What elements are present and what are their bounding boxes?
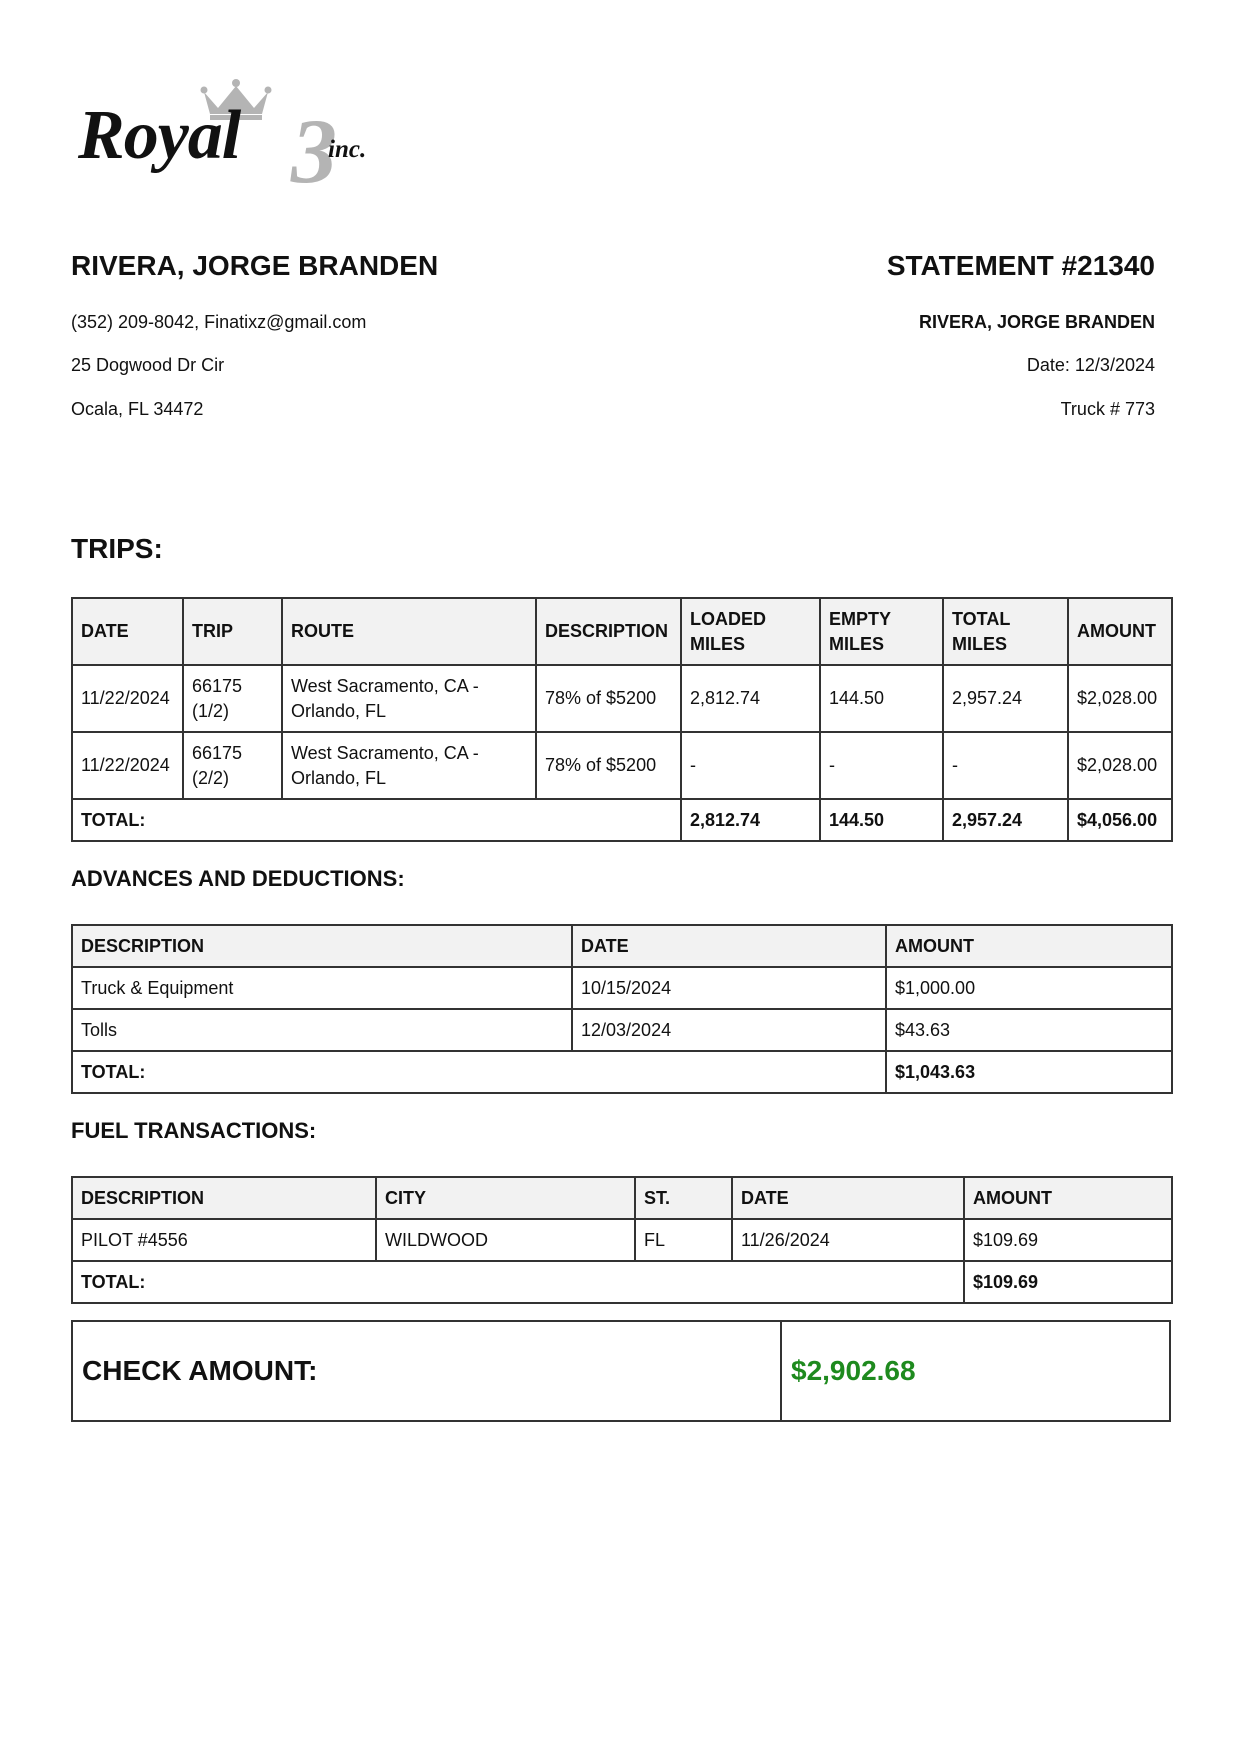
fuel-table bbox=[71, 1176, 1173, 1304]
cell-description: 78% of $5200 bbox=[536, 665, 681, 732]
cell-date: 11/22/2024 bbox=[72, 665, 183, 732]
table-row bbox=[72, 1009, 1172, 1051]
driver-address-line1: 25 Dogwood Dr Cir bbox=[71, 355, 225, 375]
col-date: DATE bbox=[572, 925, 886, 967]
table-row bbox=[72, 732, 1172, 799]
total-label: TOTAL: bbox=[72, 799, 681, 841]
table-row bbox=[72, 967, 1172, 1009]
cell-date: 11/22/2024 bbox=[72, 732, 183, 799]
cell-route: West Sacramento, CA - Orlando, FL bbox=[282, 732, 536, 799]
cell-trip: 66175 (2/2) bbox=[183, 732, 282, 799]
total-amount: $1,043.63 bbox=[886, 1051, 1172, 1093]
cell-empty-miles: - bbox=[820, 732, 943, 799]
advances-title: ADVANCES AND DEDUCTIONS: bbox=[71, 866, 405, 891]
logo-numeral: 3 bbox=[291, 100, 337, 202]
cell-date: 12/03/2024 bbox=[572, 1009, 886, 1051]
cell-empty-miles: 144.50 bbox=[820, 665, 943, 732]
col-state: ST. bbox=[635, 1177, 732, 1219]
col-description: DESCRIPTION bbox=[72, 1177, 376, 1219]
table-row bbox=[72, 665, 1172, 732]
col-amount: AMOUNT bbox=[1068, 598, 1172, 665]
cell-total-miles: 2,957.24 bbox=[943, 665, 1068, 732]
cell-route: West Sacramento, CA - Orlando, FL bbox=[282, 665, 536, 732]
cell-amount: $1,000.00 bbox=[886, 967, 1172, 1009]
statement-title: STATEMENT #21340 bbox=[886, 250, 1155, 281]
col-description: DESCRIPTION bbox=[536, 598, 681, 665]
statement-date: Date: 12/3/2024 bbox=[1026, 355, 1155, 375]
trips-title: TRIPS: bbox=[71, 533, 163, 564]
check-amount-value: $2,902.68 bbox=[791, 1355, 916, 1386]
cell-date: 11/26/2024 bbox=[732, 1219, 964, 1261]
driver-contact: (352) 209-8042, Finatixz@gmail.com bbox=[71, 312, 367, 332]
driver-address-line2: Ocala, FL 34472 bbox=[71, 399, 204, 419]
cell-state: FL bbox=[635, 1219, 732, 1261]
statement-name: RIVERA, JORGE BRANDEN bbox=[918, 312, 1155, 332]
cell-city: WILDWOOD bbox=[376, 1219, 635, 1261]
cell-description: Truck & Equipment bbox=[72, 967, 572, 1009]
check-amount-box bbox=[71, 1320, 1171, 1422]
check-amount-label: CHECK AMOUNT: bbox=[73, 1322, 782, 1420]
col-empty-miles: EMPTY MILES bbox=[820, 598, 943, 665]
cell-amount: $43.63 bbox=[886, 1009, 1172, 1051]
total-label: TOTAL: bbox=[72, 1261, 964, 1303]
cell-total-miles: - bbox=[943, 732, 1068, 799]
statement-truck: Truck # 773 bbox=[1060, 399, 1155, 419]
fuel-header-row bbox=[72, 1177, 1172, 1219]
cell-amount: $109.69 bbox=[964, 1219, 1172, 1261]
total-amount: $4,056.00 bbox=[1068, 799, 1172, 841]
trips-total-row bbox=[72, 799, 1172, 841]
col-date: DATE bbox=[72, 598, 183, 665]
cell-loaded-miles: - bbox=[681, 732, 820, 799]
cell-loaded-miles: 2,812.74 bbox=[681, 665, 820, 732]
col-total-miles: TOTAL MILES bbox=[943, 598, 1068, 665]
table-row bbox=[72, 1219, 1172, 1261]
total-label: TOTAL: bbox=[72, 1051, 886, 1093]
cell-description: Tolls bbox=[72, 1009, 572, 1051]
cell-amount: $2,028.00 bbox=[1068, 665, 1172, 732]
col-amount: AMOUNT bbox=[964, 1177, 1172, 1219]
total-empty-miles: 144.50 bbox=[820, 799, 943, 841]
col-route: ROUTE bbox=[282, 598, 536, 665]
col-description: DESCRIPTION bbox=[72, 925, 572, 967]
total-total-miles: 2,957.24 bbox=[943, 799, 1068, 841]
company-logo bbox=[78, 78, 398, 202]
cell-amount: $2,028.00 bbox=[1068, 732, 1172, 799]
advances-header-row bbox=[72, 925, 1172, 967]
cell-trip: 66175 (1/2) bbox=[183, 665, 282, 732]
cell-date: 10/15/2024 bbox=[572, 967, 886, 1009]
driver-name: RIVERA, JORGE BRANDEN bbox=[71, 250, 439, 281]
col-date: DATE bbox=[732, 1177, 964, 1219]
logo-wordmark: Royal bbox=[78, 97, 241, 174]
trips-table bbox=[71, 597, 1173, 842]
col-amount: AMOUNT bbox=[886, 925, 1172, 967]
advances-total-row bbox=[72, 1051, 1172, 1093]
total-loaded-miles: 2,812.74 bbox=[681, 799, 820, 841]
col-city: CITY bbox=[376, 1177, 635, 1219]
logo-suffix: inc. bbox=[328, 136, 367, 163]
cell-description: 78% of $5200 bbox=[536, 732, 681, 799]
total-amount: $109.69 bbox=[964, 1261, 1172, 1303]
col-loaded-miles: LOADED MILES bbox=[681, 598, 820, 665]
advances-table bbox=[71, 924, 1173, 1094]
fuel-title: FUEL TRANSACTIONS: bbox=[71, 1118, 317, 1143]
col-trip: TRIP bbox=[183, 598, 282, 665]
fuel-total-row bbox=[72, 1261, 1172, 1303]
trips-header-row bbox=[72, 598, 1172, 665]
cell-description: PILOT #4556 bbox=[72, 1219, 376, 1261]
